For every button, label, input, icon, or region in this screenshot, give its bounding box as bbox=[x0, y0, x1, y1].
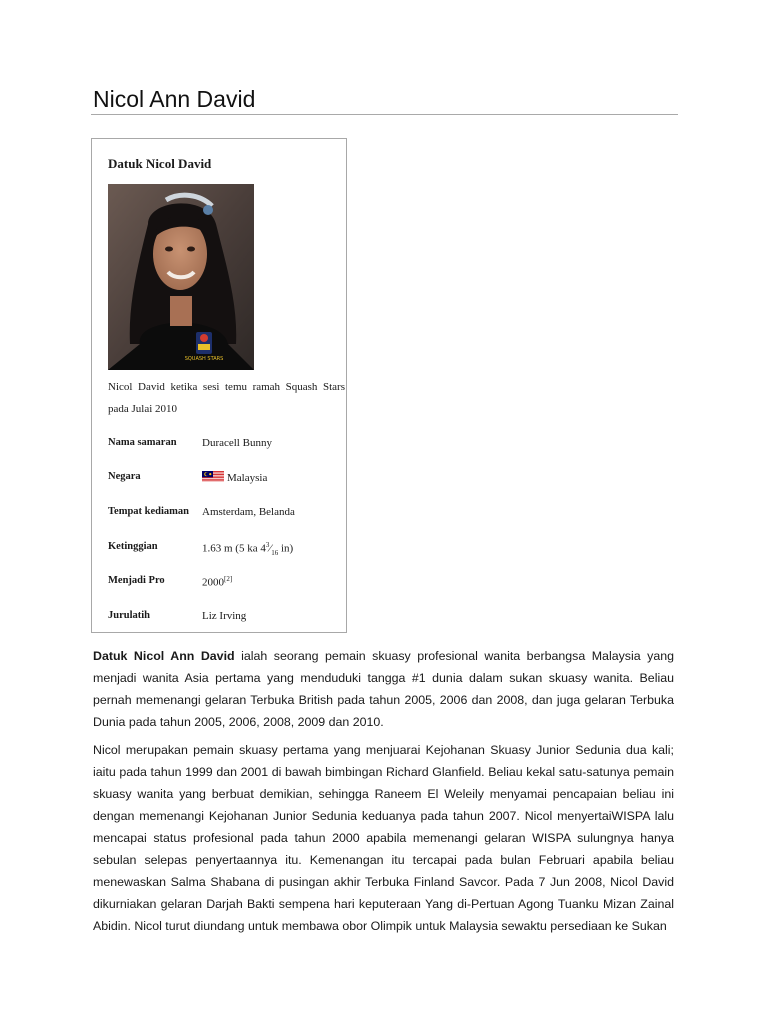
infobox-row-turned-pro: Menjadi Pro 2000[2] bbox=[108, 575, 233, 589]
shirt-logo-text: SQUASH STARS bbox=[184, 356, 224, 362]
article-paragraph-1: Datuk Nicol Ann David ialah seorang pemain skuasy profesional wanita berbangsa Malaysia yang menjadi wanita Asia pertama yang menduduki tangga #1 dunia dalam sukan skuasy wanita. Beliau pernah memenangi gelaran Terbuka British pada tahun 2005, 2006 dan 2008, dan juga gelaran Terbuka Dunia pada tahun 2005, 2006, 2008, 2009 dan 2010. bbox=[93, 649, 674, 729]
infobox-row-country: Negara Malaysia bbox=[108, 471, 268, 484]
photo-caption: Nicol David ketika sesi temu ramah Squash Stars pada Julai 2010 bbox=[108, 381, 345, 415]
page-title: Nicol Ann David bbox=[93, 86, 256, 112]
country-link[interactable]: Malaysia bbox=[227, 472, 268, 484]
infobox bbox=[91, 138, 347, 633]
title-divider bbox=[91, 114, 678, 115]
infobox-row-residence: Tempat kediaman Amsterdam, Belanda bbox=[108, 506, 295, 518]
profile-photo[interactable] bbox=[108, 184, 254, 370]
reference-link[interactable]: [2] bbox=[224, 575, 233, 583]
player-portrait-image bbox=[108, 184, 254, 370]
infobox-row-nickname: Nama samaran Duracell Bunny bbox=[108, 437, 272, 449]
malaysia-flag-icon[interactable] bbox=[202, 471, 224, 482]
article-paragraph-2: Nicol merupakan pemain skuasy pertama yang menjuarai Kejohanan Skuasy Junior Sedunia dua kali; iaitu pada tahun 1999 dan 2001 di bawah bimbingan Richard Glanfield. Beliau kekal satu-satunya pemain skuasy wanita yang berbuat demikian, sehingga Raneem El Weleily menyamai pencapaian beliau ini dengan memenangi Kejohanan Junior Sedunia keduanya pada tahun 2007. Nicol menyertaiWISPA lalu mencapai status profesional pada tahun 2000 apabila memenangi gelaran WISPA sulungnya hanya sebulan selepas penyertaannya itu. Kemenangan itu tercapai pada bulan Februari apabila beliau menewaskan Salma Shabana di pusingan akhir Terbuka Finland Savcor. Pada 7 Jun 2008, Nicol David dikurniakan gelaran Darjah Bakti sempena hari keputeraan Yang di-Pertuan Agong Tuanku Mizan Zainal Abidin. Nicol turut diundang untuk membawa obor Olimpik untuk Malaysia sewaktu persediaan ke Sukan bbox=[93, 743, 674, 933]
infobox-row-height: Ketinggian 1.63 m (5 ka $4^3⁄_{16}$ in) bbox=[108, 541, 294, 557]
infobox-row-coach: Jurulatih Liz Irving bbox=[108, 610, 247, 622]
infobox-title: Datuk Nicol David bbox=[108, 156, 212, 171]
article-subject-name: Datuk Nicol Ann David bbox=[93, 649, 235, 663]
